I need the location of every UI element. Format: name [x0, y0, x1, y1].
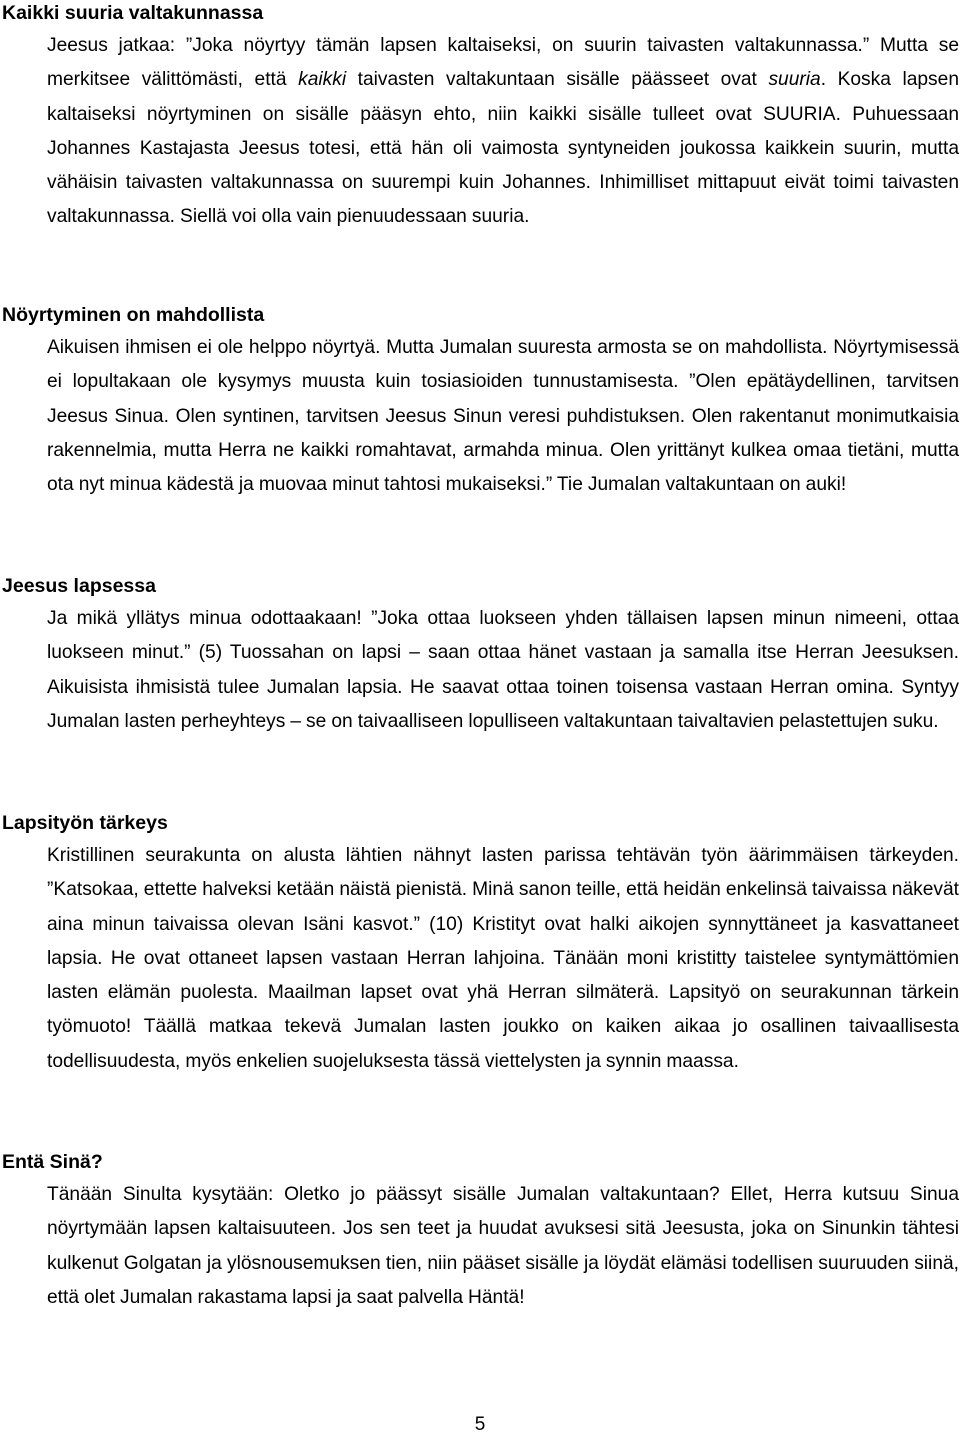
- section-noyrtyminen: [0, 302, 960, 502]
- section-paragraph: [47, 29, 959, 235]
- section-heading: Nöyrtyminen on mahdollista: [2, 304, 265, 326]
- emphasis-text: kaikki: [298, 69, 347, 91]
- section-enta-sina: [0, 1149, 960, 1315]
- page-number: 5: [474, 1414, 486, 1435]
- section-paragraph: Kristillinen seurakunta on alusta lähtien nähnyt lasten parissa tehtävän työn äärimmäisen tärkeyden. ”Katsokaa, ettette halveksi ketään näistä pienistä. Minä sanon teille, että heidän enkelinsä taivaissa näkevät aina minun taivaissa olevan Isäni kasvot.” (10) Kristityt ovat halki aikojen synnyttäneet ja kasvattaneet lapsia. He ovat ottaneet lapsen vastaan Herran lahjoina. Tänään moni kristitty taistelee syntymättömien lasten elämän puolesta. Maailman lapset ovat yhä Herran silmäterä. Lapsityö on seurakunnan tärkein työmuoto! Täällä matkaa tekevä Jumalan lasten joukko on kaiken aikaa jo osallinen taivaallisesta todellisuudesta, myös enkelien suojeluksesta tässä viettelysten ja synnin maassa.: [47, 845, 959, 1072]
- section-heading: Jeesus lapsessa: [2, 575, 156, 597]
- paragraph-text: Jeesus jatkaa: ”Joka nöyrtyy tämän lapsen kaltaiseksi, on suurin taivasten valtakunnassa.” Mutta se merkitsee välittömästi, että: [47, 35, 959, 91]
- section-heading: Kaikki suuria valtakunnassa: [2, 2, 264, 24]
- section-lapsityon-tarkeys: [0, 810, 960, 1079]
- paragraph-text: . Koska lapsen kaltaiseksi nöyrtyminen on sisälle pääsyn ehto, niin kaikki sisälle tulleet ovat SUURIA. Puhuessaan Johannes Kastajasta Jeesus totesi, että hän oli vaimosta syntyneiden joukossa kaikkein suurin, mutta vähäisin taivasten valtakunnassa on suurempi kuin Johannes. Inhimilliset mittapuut eivät toimi taivasten valtakunnassa. Siellä voi olla vain pienuudessaan suuria.: [47, 69, 959, 228]
- section-paragraph: Aikuisen ihmisen ei ole helppo nöyrtyä. Mutta Jumalan suuresta armosta se on mahdollista. Nöyrtymisessä ei lopultakaan ole kysymys muusta kuin tosiasioiden tunnustamisesta. ”Olen epätäydellinen, tarvitsen Jeesus Sinua. Olen syntinen, tarvitsen Jeesus Sinun veresi puhdistuksen. Olen rakentanut monimutkaisia rakennelmia, mutta Herra ne kaikki romahtavat, armahda minua. Olen yrittänyt kulkea omaa tietäni, mutta ota nyt minua kädestä ja muovaa minut tahtosi mukaiseksi.” Tie Jumalan valtakuntaan on auki!: [47, 337, 959, 496]
- section-paragraph: Tänään Sinulta kysytään: Oletko jo päässyt sisälle Jumalan valtakuntaan? Ellet, Herra kutsuu Sinua nöyrtymään lapsen kaltaisuuteen. Jos sen teet ja huudat avuksesi sitä Jeesusta, joka on Sinunkin tähtesi kulkenut Golgatan ja ylösnousemuksen tien, niin pääset sisälle ja löydät elämäsi todellisen suuruuden siinä, että olet Jumalan rakastama lapsi ja saat palvella Häntä!: [47, 1184, 959, 1308]
- paragraph-text: taivasten valtakuntaan sisälle päässeet ovat: [346, 69, 769, 91]
- emphasis-text: suuria: [768, 69, 821, 91]
- section-kaikki-suuria: [0, 0, 960, 235]
- section-jeesus-lapsessa: [0, 573, 960, 739]
- section-heading: Lapsityön tärkeys: [2, 812, 168, 834]
- section-paragraph: Ja mikä yllätys minua odottaakaan! ”Joka ottaa luokseen yhden tällaisen lapsen minun nimeeni, ottaa luokseen minut.” (5) Tuossahan on lapsi – saan ottaa hänet vastaan ja samalla itse Herran Jeesuksen. Aikuisista ihmisistä tulee Jumalan lapsia. He saavat ottaa toinen toisensa vastaan Herran omina. Syntyy Jumalan lasten perheyhteys – se on taivaalliseen lopulliseen valtakuntaan taivaltavien pelastettujen suku.: [47, 608, 959, 732]
- section-heading: Entä Sinä?: [2, 1151, 103, 1173]
